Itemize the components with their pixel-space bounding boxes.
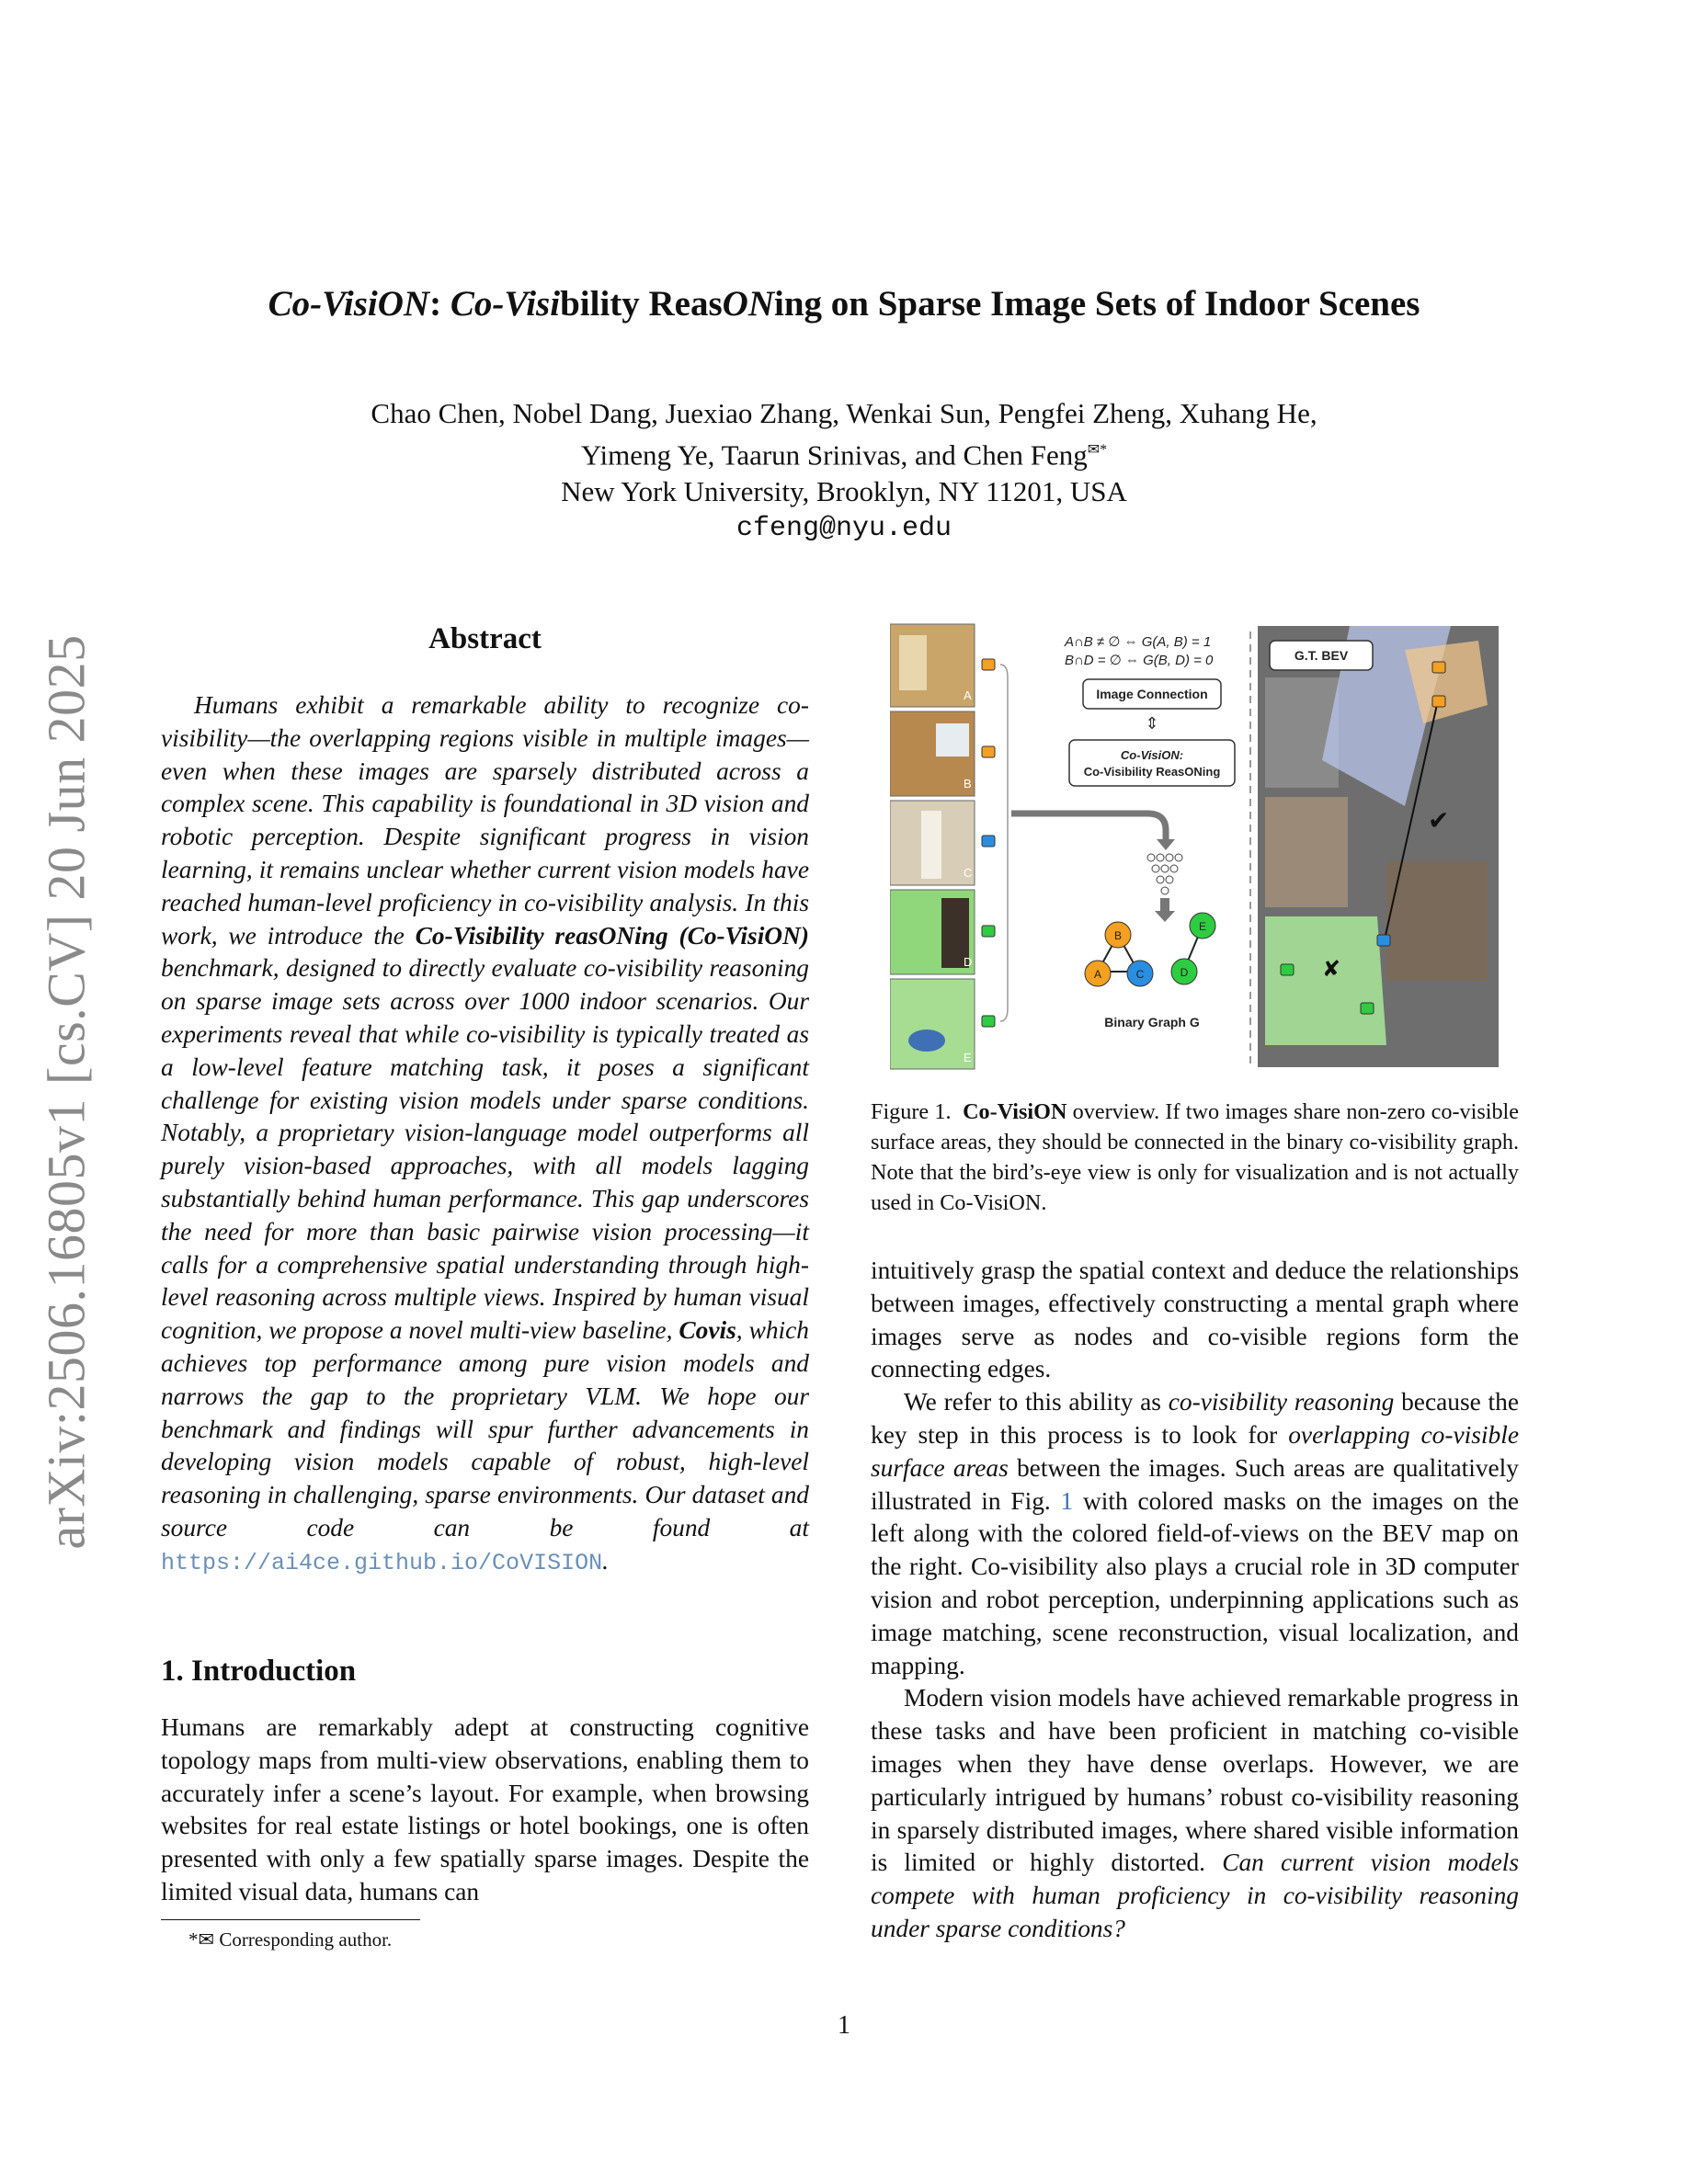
node-label-e: E bbox=[1198, 920, 1207, 933]
thumbnail-e bbox=[890, 979, 975, 1069]
authors-line-1: Chao Chen, Nobel Dang, Juexiao Zhang, Wenkai Sun, Pengfei Zheng, Xuhang He, bbox=[371, 397, 1317, 429]
caption-label: Figure 1. bbox=[871, 1099, 952, 1124]
node-label-c: C bbox=[1135, 968, 1145, 981]
flow-arrow bbox=[1011, 813, 1166, 839]
double-arrow-icon: ⇕ bbox=[1145, 714, 1159, 733]
covision-box bbox=[1069, 740, 1235, 786]
bev-room-1 bbox=[1265, 677, 1339, 788]
authors-line-2 bbox=[0, 432, 1688, 473]
bev-camera-c bbox=[1377, 935, 1390, 946]
thumbnail-c-hall bbox=[921, 811, 941, 879]
benchmark-name: Co-Visibility reasONing (Co-VisiON) bbox=[415, 921, 809, 950]
gt-bev-label: G.T. BEV bbox=[1294, 648, 1349, 663]
p2-text: with colored masks on the images on the left along with the colored field-of-views on the BEV map on the right. Co-visibility also plays a crucial role in 3D computer vision and robot perception, underpinning applications such as image matching, scene reconstruction, visual localization, and mapping. bbox=[871, 1486, 1519, 1679]
covision-box-line-1: Co-VisiON: bbox=[1120, 748, 1184, 762]
abstract-text: . bbox=[602, 1546, 609, 1575]
thumb-label-a: A bbox=[964, 688, 972, 702]
down-arrow-icon bbox=[1155, 898, 1175, 922]
title-part: bility Reas bbox=[560, 284, 723, 324]
bev-camera-b bbox=[1432, 696, 1445, 707]
figure-reference-link[interactable]: 1 bbox=[1060, 1486, 1074, 1515]
bev-map bbox=[1258, 626, 1499, 1067]
camera-icon-a bbox=[982, 659, 995, 670]
baseline-name: Covis bbox=[679, 1316, 736, 1345]
flow-arrow-head bbox=[1157, 839, 1175, 850]
p2-text: because the key step in this process is to look for bbox=[871, 1388, 1520, 1449]
camera-icon-e bbox=[982, 1016, 995, 1027]
intro-paragraph-1: Humans are remarkably adept at constructing cognitive topology maps from multi-view observations, enabling them to accurately infer a scene’s layout. For example, when browsing websites for real estate listings or hotel bookings, one is often presented with only a few spatially sparse images. Despite the limited visual data, humans can bbox=[161, 1713, 809, 1905]
authors-line-2-text: Yimeng Ye, Taarun Srinivas, and Chen Feng bbox=[580, 438, 1088, 472]
bracket-line bbox=[1000, 665, 1008, 1021]
thumb-label-e: E bbox=[964, 1051, 972, 1064]
title-part: ON bbox=[722, 284, 775, 324]
formula-line-1: A∩B ≠ ∅ ⇔ G(A, B) = 1 bbox=[1065, 634, 1212, 650]
author-email[interactable]: cfeng@nyu.edu bbox=[736, 513, 952, 545]
bev-room-3 bbox=[1386, 861, 1488, 981]
image-connection-label: Image Connection bbox=[1096, 687, 1208, 701]
node-label-a: A bbox=[1093, 968, 1102, 981]
bev-camera-d bbox=[1281, 964, 1294, 975]
thumb-label-b: B bbox=[964, 777, 972, 791]
thumb-label-c: C bbox=[964, 866, 973, 880]
corresponding-author-mark: ✉* bbox=[1087, 442, 1108, 458]
camera-icon-d bbox=[982, 926, 995, 937]
title-part: Co-VisiON bbox=[268, 284, 430, 324]
project-link[interactable]: https://ai4ce.github.io/CoVISION bbox=[161, 1549, 603, 1576]
bev-room-2 bbox=[1265, 797, 1348, 907]
abstract-heading: Abstract bbox=[428, 622, 542, 655]
page-number: 1 bbox=[838, 2011, 850, 2040]
author-block bbox=[0, 395, 1688, 547]
caption-bold: Co-VisiON bbox=[963, 1099, 1067, 1124]
paper-title bbox=[0, 283, 1688, 324]
abstract-text: Humans exhibit a remarkable ability to recognize co-visibility—the overlapping regions visible in multiple images—even when these images are sparsely distributed across a complex scene. This capability is foundational in 3D vision and robotic perception. Despite significant progress in vision learning, it remains unclear whether current vision models have reached human-level proficiency in co-visibility analysis. In this work, we introduce the bbox=[161, 691, 809, 950]
intro-right-column bbox=[871, 1255, 1519, 1946]
thumbnail-b-window bbox=[936, 723, 969, 756]
arxiv-identifier-text: arXiv:2506.16805v1 [cs.CV] 20 Jun 2025 bbox=[36, 634, 97, 1550]
p2-text: We refer to this ability as bbox=[904, 1388, 1169, 1416]
p3-text: Modern vision models have achieved remarkable progress in these tasks and have been proficient in matching co-visible images when they have dense overlaps. However, we are particularly intrigued by humans’ robust co-visibility reasoning in sparsely distributed images, where shared visible information is limited or highly distorted. bbox=[871, 1684, 1519, 1877]
intro-paragraph-2 bbox=[871, 1386, 1519, 1682]
abstract-body bbox=[161, 689, 809, 1580]
cross-icon: ✘ bbox=[1322, 957, 1341, 982]
node-label-d: D bbox=[1180, 966, 1189, 979]
bev-camera-e bbox=[1361, 1003, 1374, 1014]
title-part: ing on Sparse Image Sets of Indoor Scenes bbox=[774, 284, 1420, 324]
intro-paragraph-3 bbox=[871, 1682, 1519, 1945]
bev-camera-a bbox=[1432, 662, 1445, 673]
check-icon: ✔ bbox=[1428, 806, 1450, 835]
camera-icons bbox=[982, 659, 1008, 1027]
image-strip bbox=[890, 624, 975, 1069]
camera-icon-b bbox=[982, 746, 995, 757]
footnote-rule bbox=[161, 1919, 420, 1920]
title-part: : bbox=[429, 284, 451, 324]
neural-network-icon bbox=[1147, 854, 1182, 894]
abstract-text: benchmark, designed to directly evaluate co-visibility reasoning on sparse image sets across over 1000 indoor scenarios. Our experiments reveal that while co-visibility is typically treated as a low-level feature matching task, it poses a significant challenge for existing vision models under sparse conditions. Notably, a proprietary vision-language model outperforms all purely vision-based approaches, with all models lagging substantially behind human performance. This gap underscores the need for more than basic pairwise vision processing—it calls for a comprehensive spatial understanding through high-level reasoning across multiple views. Inspired by human visual cognition, we propose a novel multi-view baseline, bbox=[161, 954, 809, 1345]
affiliation: New York University, Brooklyn, NY 11201, USA bbox=[561, 475, 1127, 508]
p2-emphasis: co-visibility reasoning bbox=[1168, 1388, 1395, 1416]
node-label-b: B bbox=[1113, 929, 1123, 942]
caption-text: overview. If two images share non-zero co-visible surface areas, they should be connected in the binary co-visibility graph. Note that the bird’s-eye view is only for visualization and is not actually used in Co-VisiON. bbox=[871, 1099, 1519, 1215]
formula-line-2: B∩D = ∅ ⇔ G(B, D) = 0 bbox=[1065, 653, 1214, 668]
p3-question: Can current vision models compete with human proficiency in co-visibility reasoning under sparse conditions? bbox=[871, 1848, 1519, 1942]
thumb-label-d: D bbox=[964, 955, 973, 969]
thumbnail-e-chair bbox=[908, 1029, 945, 1052]
title-part: Co-Visi bbox=[450, 284, 561, 324]
thumbnail-a-window bbox=[899, 635, 927, 690]
covision-box-line-2: Co-Visibility ReasONing bbox=[1083, 765, 1221, 779]
abstract-text: , which achieves top performance among pure vision models and narrows the gap to the proprietary VLM. We hope our benchmark and findings will spur further advancements in developing vision models capable of robust, high-level reasoning in challenging, sparse environments. Our dataset and source code can be found at bbox=[161, 1316, 810, 1541]
figure-1 bbox=[890, 622, 1502, 1073]
p2-emphasis: overlapping co-visible surface areas bbox=[871, 1420, 1519, 1482]
section-heading-introduction: 1. Introduction bbox=[161, 1655, 357, 1688]
p2-text: between the images. Such areas are qualitatively illustrated in Fig. bbox=[871, 1453, 1519, 1515]
binary-graph-label: Binary Graph G bbox=[1104, 1015, 1200, 1029]
figure-1-caption bbox=[871, 1097, 1519, 1218]
footnote: *✉ Corresponding author. bbox=[188, 1928, 393, 1951]
camera-icon-c bbox=[982, 836, 995, 847]
binary-graph bbox=[1085, 913, 1215, 1029]
intro-paragraph-1-continued: intuitively grasp the spatial context and deduce the relationships between images, effectively constructing a mental graph where images serve as nodes and co-visible regions form the connecting edges. bbox=[871, 1257, 1519, 1383]
arxiv-identifier bbox=[37, 614, 96, 1570]
